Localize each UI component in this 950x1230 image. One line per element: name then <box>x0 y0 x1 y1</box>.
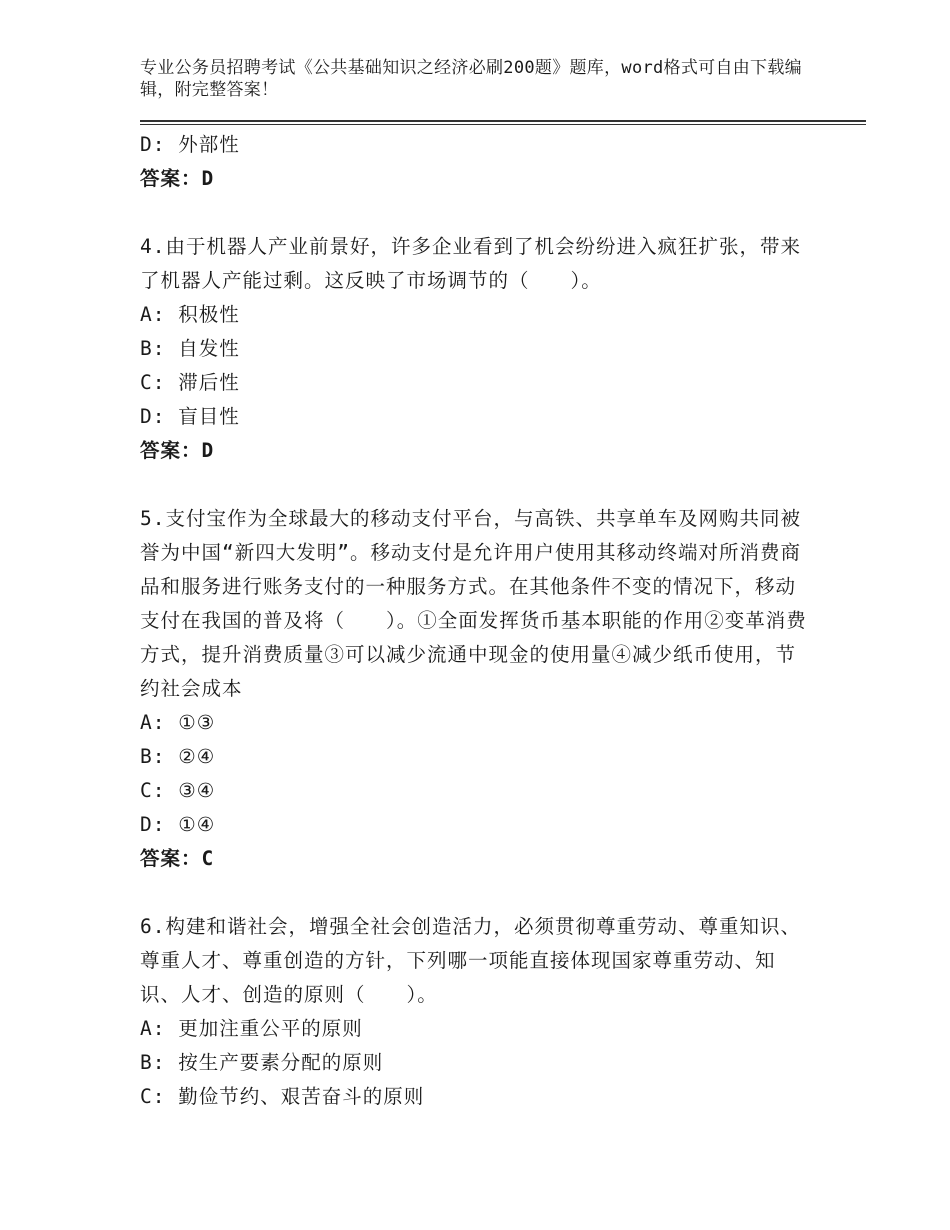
question-stem: 5.支付宝作为全球最大的移动支付平台，与高铁、共享单车及网购共同被誉为中国“新四大发明”。移动支付是允许用户使用其移动终端对所消费商品和服务进行账务支付的一种服务方式。在其他条件不变的情况下，移动支付在我国的普及将（ ）。①全面发挥货币基本职能的作用②变革消费方式，提升消费质量③可以减少流通中现金的使用量④减少纸币使用，节约社会成本 <box>140 507 807 700</box>
option-b: B: ②④ <box>140 745 216 768</box>
answer-line: 答案：C <box>140 847 215 870</box>
option-c: C: 滞后性 <box>140 371 240 394</box>
document-body <box>140 128 810 1114</box>
option-d: D: ①④ <box>140 813 216 836</box>
option-b: B: 按生产要素分配的原则 <box>140 1051 384 1074</box>
page-header: 专业公务员招聘考试《公共基础知识之经济必刷200题》题库，word格式可自由下载编辑，附完整答案！ <box>140 58 802 100</box>
option-c: C: 勤俭节约、艰苦奋斗的原则 <box>140 1085 425 1108</box>
question-4 <box>140 230 810 468</box>
option-b: B: 自发性 <box>140 337 240 360</box>
header-rule-thick <box>140 120 866 122</box>
answer-line: 答案：D <box>140 439 215 462</box>
question-5 <box>140 502 810 876</box>
spacer <box>140 196 810 230</box>
answer-line: 答案：D <box>140 167 215 190</box>
question-stem: 6.构建和谐社会，增强全社会创造活力，必须贯彻尊重劳动、尊重知识、尊重人才、尊重创造的方针，下列哪一项能直接体现国家尊重劳动、知识、人才、创造的原则（ ）。 <box>140 915 801 1006</box>
question-6 <box>140 910 810 1114</box>
option-c: C: ③④ <box>140 779 216 802</box>
option-a: A: ①③ <box>140 711 216 734</box>
option-d: D: 盲目性 <box>140 405 240 428</box>
header-rule-thin <box>140 124 866 125</box>
option-a: A: 积极性 <box>140 303 240 326</box>
spacer <box>140 876 810 910</box>
option-d: D: 外部性 <box>140 133 240 156</box>
option-a: A: 更加注重公平的原则 <box>140 1017 363 1040</box>
question-stem: 4.由于机器人产业前景好，许多企业看到了机会纷纷进入疯狂扩张，带来了机器人产能过剩。这反映了市场调节的（ ）。 <box>140 235 801 292</box>
spacer <box>140 468 810 502</box>
